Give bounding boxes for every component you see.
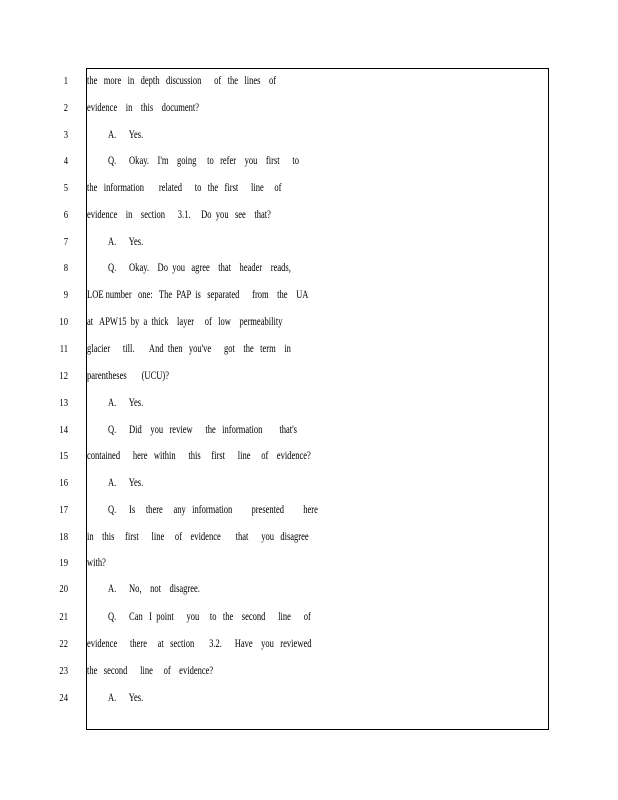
line-text: Q. Can I point you to the second line of <box>108 611 311 623</box>
line-text: Q. Okay. I'm going to refer you first to <box>108 155 300 167</box>
line-number: 21 <box>59 611 68 623</box>
transcript-line <box>0 289 618 309</box>
transcript-line <box>0 692 618 712</box>
line-number: 24 <box>59 692 68 704</box>
transcript-line <box>0 316 618 336</box>
line-text: Q. Did you review the information that's <box>108 424 297 436</box>
transcript-line <box>0 477 618 497</box>
line-number: 9 <box>63 289 68 301</box>
line-text: evidence in this document? <box>87 102 200 114</box>
line-number: 11 <box>59 343 68 355</box>
line-number: 7 <box>63 236 68 248</box>
line-text: in this first line of evidence that you disagree <box>87 531 309 543</box>
transcript-line <box>0 665 618 685</box>
transcript-line <box>0 155 618 175</box>
line-text: A. Yes. <box>108 397 144 409</box>
transcript-line <box>0 262 618 282</box>
line-text: contained here within this first line of evidence? <box>87 450 311 462</box>
transcript-line <box>0 504 618 524</box>
line-number: 4 <box>63 155 68 167</box>
line-number: 13 <box>59 397 68 409</box>
transcript-line <box>0 531 618 551</box>
transcript-line <box>0 182 618 202</box>
line-number: 12 <box>59 370 68 382</box>
line-number: 14 <box>59 424 68 436</box>
line-text: A. Yes. <box>108 692 144 704</box>
line-text: the more in depth discussion of the lines of <box>87 75 277 87</box>
line-number: 17 <box>59 504 68 516</box>
line-text: A. Yes. <box>108 129 144 141</box>
line-number: 2 <box>63 102 68 114</box>
transcript-line <box>0 370 618 390</box>
line-number: 20 <box>59 583 68 595</box>
line-text: A. Yes. <box>108 477 144 489</box>
line-text: with? <box>87 557 106 569</box>
transcript-line <box>0 397 618 417</box>
transcript-line <box>0 583 618 603</box>
line-number: 1 <box>63 75 68 87</box>
transcript-line <box>0 75 618 95</box>
transcript-line <box>0 638 618 658</box>
line-number: 3 <box>63 129 68 141</box>
transcript-line <box>0 209 618 229</box>
line-text: parentheses (UCU)? <box>87 370 170 382</box>
line-number: 22 <box>59 638 68 650</box>
line-text: A. No, not disagree. <box>108 583 200 595</box>
transcript-line <box>0 236 618 256</box>
line-number: 8 <box>63 262 68 274</box>
line-number: 23 <box>59 665 68 677</box>
transcript-line <box>0 129 618 149</box>
transcript-line <box>0 557 618 577</box>
line-text: Q. Okay. Do you agree that header reads, <box>108 262 291 274</box>
line-text: LOE number one: The PAP is separated from the UA <box>87 289 309 301</box>
line-text: glacier till. And then you've got the term in <box>87 343 291 355</box>
line-text: evidence in section 3.1. Do you see that? <box>87 209 271 221</box>
line-number: 6 <box>63 209 68 221</box>
line-text: at APW15 by a thick layer of low permeability <box>87 316 283 328</box>
line-text: evidence there at section 3.2. Have you reviewed <box>87 638 312 650</box>
line-text: the information related to the first line of <box>87 182 282 194</box>
line-number: 16 <box>59 477 68 489</box>
line-number: 10 <box>59 316 68 328</box>
line-number: 18 <box>59 531 68 543</box>
line-number: 5 <box>63 182 68 194</box>
line-text: the second line of evidence? <box>87 665 214 677</box>
transcript-line <box>0 450 618 470</box>
transcript-line <box>0 343 618 363</box>
transcript-line <box>0 102 618 122</box>
line-number: 19 <box>59 557 68 569</box>
line-text: A. Yes. <box>108 236 144 248</box>
transcript-line <box>0 611 618 631</box>
line-text: Q. Is there any information presented here <box>108 504 318 516</box>
transcript-line <box>0 424 618 444</box>
line-number: 15 <box>59 450 68 462</box>
